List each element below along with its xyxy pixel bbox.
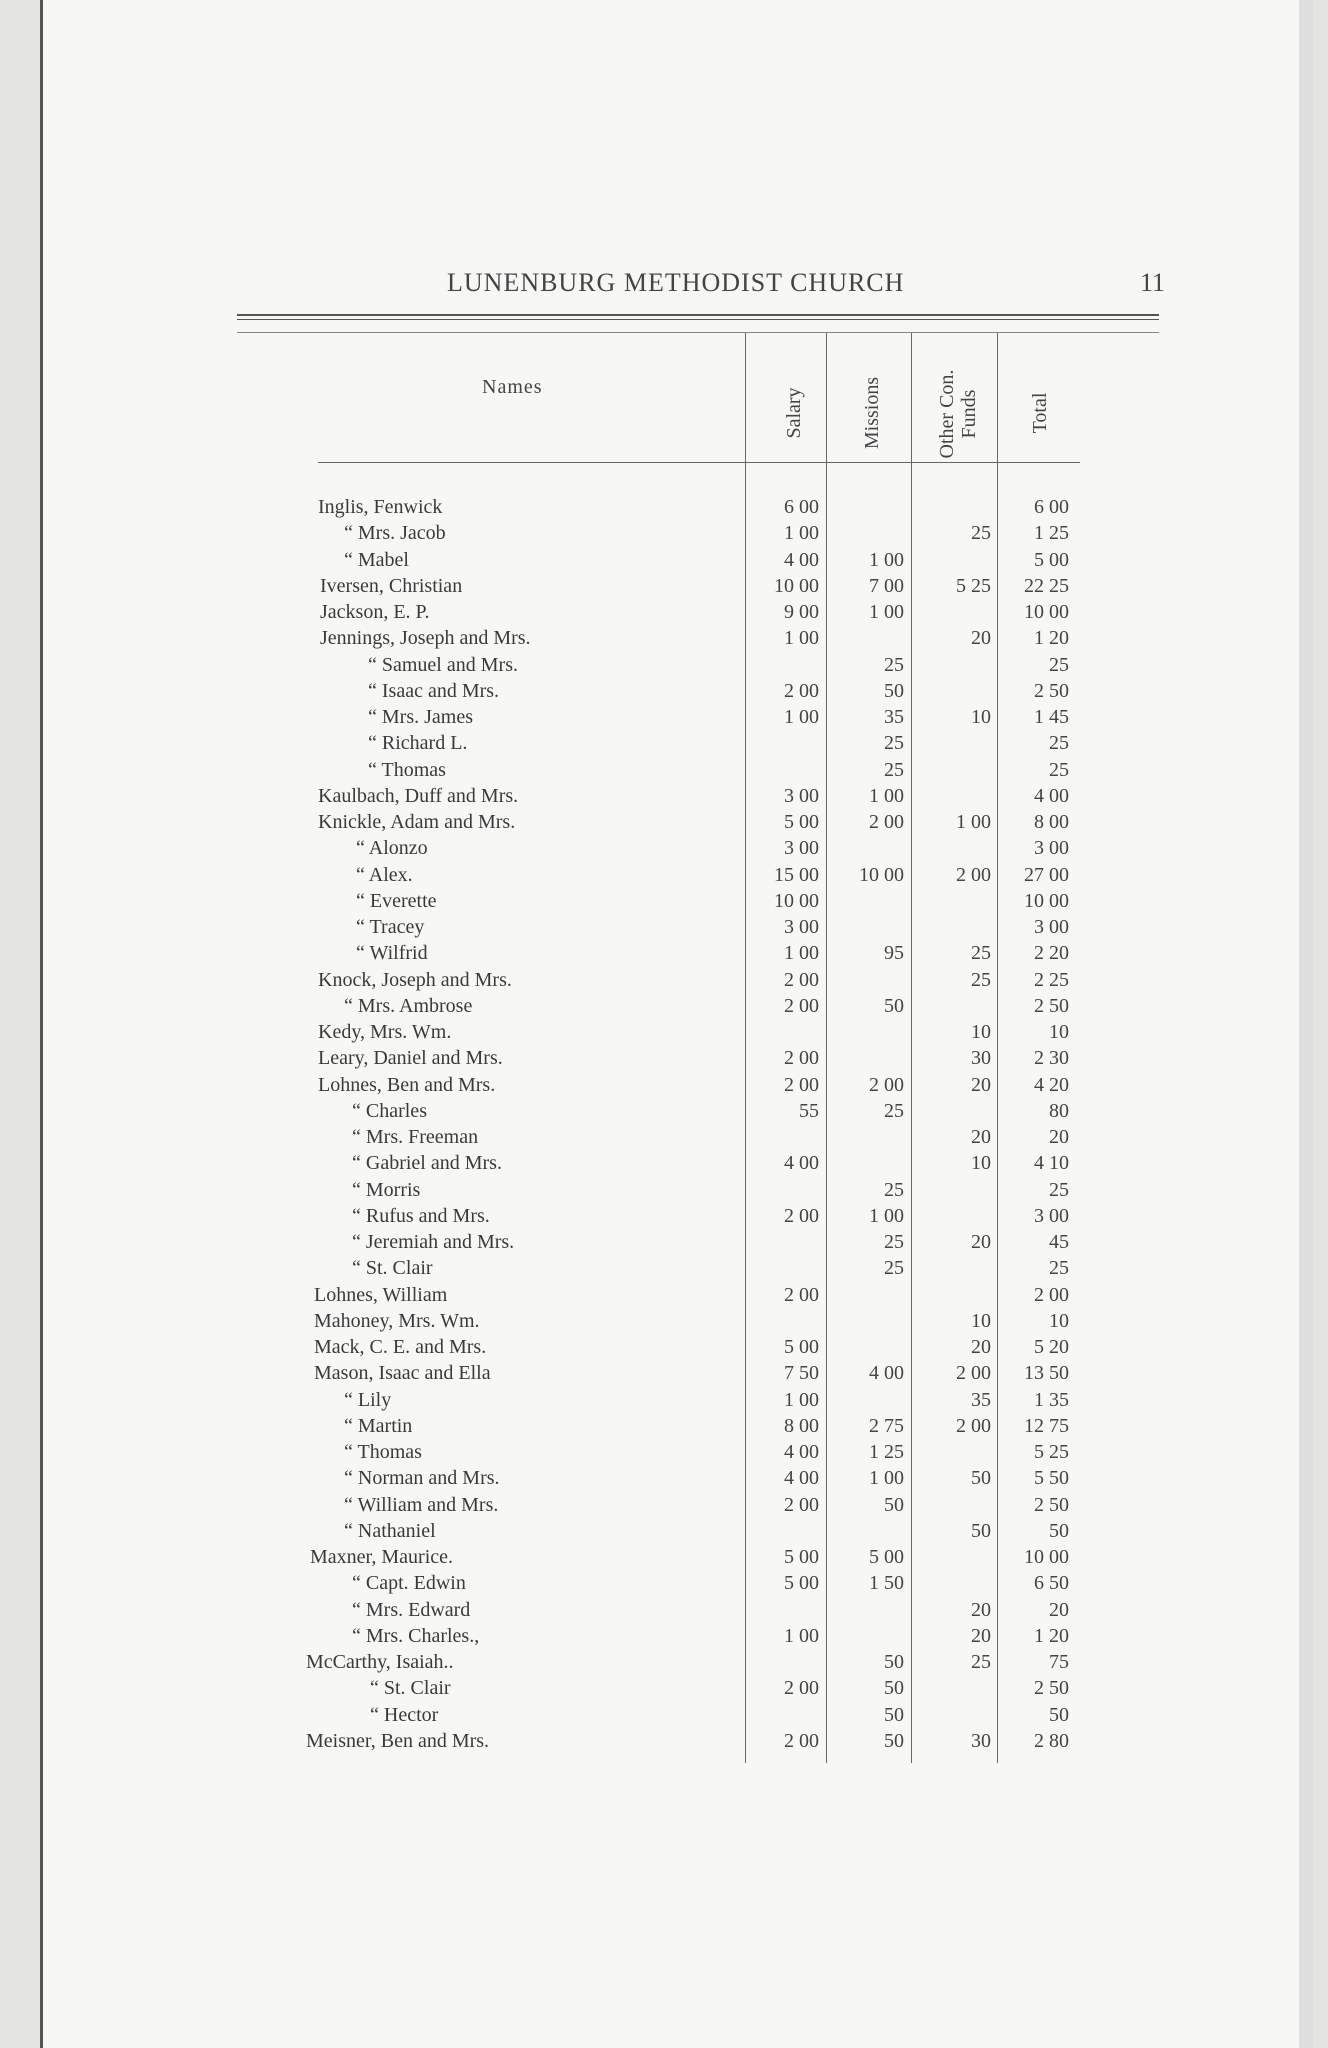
table-row [0,494,1328,520]
missions-cell: 2 00 [869,811,904,833]
salary-cell: 2 00 [784,1283,819,1306]
other-funds-cell: 10 [971,1152,991,1175]
row-name: Lohnes, William [314,1283,448,1306]
row-name: “ Mabel [344,548,409,571]
row-name: Lohnes, Ben and Mrs. [318,1073,496,1096]
row-name: Knock, Joseph and Mrs. [318,968,512,991]
salary-cell: 55 [799,1099,819,1122]
table-row [0,1702,1328,1728]
table-row [0,1492,1328,1518]
row-name: Kaulbach, Duff and Mrs. [318,784,519,807]
row-name: Iversen, Christian [320,574,463,597]
other-funds-cell: 20 [971,627,991,650]
row-name: “ Mrs. Charles., [352,1624,480,1647]
row-name: Meisner, Ben and Mrs. [306,1729,490,1752]
table-row [0,1544,1328,1570]
other-funds-cell: 2 00 [956,863,991,886]
missions-cell: 5 00 [869,1546,904,1568]
header-rule-top [237,314,1159,316]
other-funds-cell: 10 [971,1021,991,1043]
total-cell: 25 [1049,758,1069,781]
salary-cell: 4 00 [784,548,819,571]
missions-cell: 1 50 [869,1572,904,1595]
table-row [0,573,1328,599]
header-underline [318,462,1080,463]
table-row [0,1334,1328,1360]
other-funds-cell: 50 [971,1519,991,1542]
table-row [0,809,1328,835]
salary-cell: 2 00 [784,968,819,991]
row-name: Leary, Daniel and Mrs. [318,1047,503,1070]
row-name: “ Alex. [356,863,413,886]
total-cell: 20 [1049,1126,1069,1148]
total-cell: 2 00 [1034,1283,1069,1306]
row-name: “ Thomas [344,1441,422,1463]
row-name: “ Richard L. [368,732,468,755]
table-row [0,1597,1328,1623]
row-name: Inglis, Fenwick [318,496,443,518]
other-funds-cell: 20 [971,1231,991,1253]
table-row [0,1282,1328,1308]
row-name: Kedy, Mrs. Wm. [318,1021,452,1043]
row-name: Jennings, Joseph and Mrs. [320,627,531,650]
total-cell: 10 00 [1024,601,1069,623]
other-funds-cell: 2 00 [956,1414,991,1437]
missions-cell: 50 [884,1493,904,1516]
total-cell: 2 50 [1034,679,1069,702]
total-cell: 6 00 [1034,496,1069,518]
ledger-rows [0,494,1328,1754]
salary-cell: 3 00 [784,916,819,938]
table-row [0,940,1328,966]
missions-cell: 50 [884,1729,904,1752]
salary-cell: 3 00 [784,784,819,807]
salary-cell: 5 00 [784,1572,819,1595]
missions-cell: 95 [884,942,904,965]
missions-cell: 1 25 [869,1441,904,1463]
table-row [0,1360,1328,1386]
salary-cell: 10 00 [774,889,819,912]
row-name: “ Gabriel and Mrs. [352,1152,502,1175]
salary-cell: 7 50 [784,1362,819,1385]
total-cell: 1 25 [1034,522,1069,545]
table-row [0,1150,1328,1176]
table-row [0,1177,1328,1203]
missions-cell: 25 [884,732,904,755]
total-cell: 80 [1049,1099,1069,1122]
salary-cell: 2 00 [784,1047,819,1070]
missions-cell: 35 [884,706,904,728]
missions-cell: 50 [884,1651,904,1673]
other-funds-cell: 20 [971,1336,991,1358]
row-name: “ St. Clair [370,1677,451,1700]
column-header-names: Names [482,376,543,398]
table-row [0,1649,1328,1675]
salary-cell: 2 00 [784,994,819,1017]
other-funds-cell: 35 [971,1388,991,1411]
table-row [0,1203,1328,1229]
missions-cell: 2 00 [869,1073,904,1096]
row-name: “ St. Clair [352,1257,433,1280]
total-cell: 10 00 [1024,1546,1069,1568]
salary-cell: 2 00 [784,1493,819,1516]
total-cell: 10 [1049,1021,1069,1043]
table-row [0,1465,1328,1491]
missions-cell: 25 [884,1178,904,1201]
row-name: Mason, Isaac and Ella [314,1362,491,1385]
other-funds-cell: 25 [971,942,991,965]
salary-cell: 15 00 [774,863,819,886]
row-name: “ Mrs. Ambrose [344,994,473,1017]
table-row [0,1675,1328,1701]
other-funds-cell: 2 00 [956,1362,991,1385]
row-name: “ Mrs. James [368,706,473,728]
table-row [0,967,1328,993]
table-row [0,520,1328,546]
total-cell: 1 20 [1034,627,1069,650]
total-cell: 12 75 [1024,1414,1069,1437]
table-row [0,993,1328,1019]
total-cell: 3 00 [1034,1204,1069,1227]
table-row [0,783,1328,809]
table-row [0,1308,1328,1334]
table-row [0,1413,1328,1439]
missions-cell: 50 [884,1677,904,1700]
salary-cell: 8 00 [784,1414,819,1437]
header-rule-bottom [237,332,1159,333]
total-cell: 20 [1049,1598,1069,1621]
salary-cell: 4 00 [784,1152,819,1175]
salary-cell: 4 00 [784,1467,819,1490]
salary-cell: 1 00 [784,1388,819,1411]
total-cell: 5 00 [1034,548,1069,571]
salary-cell: 6 00 [784,496,819,518]
missions-cell: 1 00 [869,1204,904,1227]
total-cell: 4 00 [1034,784,1069,807]
row-name: “ Mrs. Jacob [344,522,446,545]
other-funds-cell: 25 [971,968,991,991]
row-name: “ Rufus and Mrs. [352,1204,490,1227]
other-funds-cell: 10 [971,1309,991,1332]
missions-cell: 25 [884,1099,904,1122]
other-funds-cell: 25 [971,1651,991,1673]
row-name: “ Hector [370,1703,439,1726]
table-row [0,1045,1328,1071]
row-name: “ Morris [352,1178,421,1201]
salary-cell: 5 00 [784,811,819,833]
total-cell: 50 [1049,1703,1069,1726]
salary-cell: 9 00 [784,601,819,623]
row-name: “ Charles [352,1099,427,1122]
total-cell: 10 00 [1024,889,1069,912]
table-row [0,1518,1328,1544]
salary-cell: 2 00 [784,1729,819,1752]
salary-cell: 1 00 [784,706,819,728]
salary-cell: 1 00 [784,627,819,650]
total-cell: 5 25 [1034,1441,1069,1463]
total-cell: 25 [1049,1178,1069,1201]
missions-cell: 10 00 [859,863,904,886]
column-header-other-funds: Other Con. Funds [936,369,980,459]
table-row [0,862,1328,888]
missions-cell: 1 00 [869,601,904,623]
table-row [0,1098,1328,1124]
missions-cell: 2 75 [869,1414,904,1437]
row-name: “ Jeremiah and Mrs. [352,1231,515,1253]
other-funds-cell: 5 25 [956,574,991,597]
total-cell: 50 [1049,1519,1069,1542]
salary-cell: 2 00 [784,1204,819,1227]
row-name: “ Everette [356,889,437,912]
missions-cell: 50 [884,994,904,1017]
total-cell: 25 [1049,732,1069,755]
total-cell: 2 50 [1034,1493,1069,1516]
salary-cell: 5 00 [784,1546,819,1568]
other-funds-cell: 20 [971,1073,991,1096]
missions-cell: 1 00 [869,548,904,571]
total-cell: 13 50 [1024,1362,1069,1385]
other-funds-cell: 25 [971,522,991,545]
row-name: Maxner, Maurice. [310,1546,454,1568]
other-funds-cell: 30 [971,1729,991,1752]
missions-cell: 25 [884,758,904,781]
table-row [0,547,1328,573]
salary-cell: 5 00 [784,1336,819,1358]
row-name: “ Mrs. Freeman [352,1126,479,1148]
column-header-total: Total [1029,392,1051,434]
table-row [0,1019,1328,1045]
row-name: “ Tracey [356,916,425,938]
table-row [0,1623,1328,1649]
other-funds-cell: 1 00 [956,811,991,833]
other-funds-cell: 20 [971,1598,991,1621]
salary-cell: 1 00 [784,942,819,965]
row-name: Knickle, Adam and Mrs. [318,811,516,833]
page-number: 11 [1140,268,1166,297]
missions-cell: 25 [884,653,904,676]
total-cell: 27 00 [1024,863,1069,886]
row-name: “ Norman and Mrs. [344,1467,500,1490]
total-cell: 6 50 [1034,1572,1069,1595]
total-cell: 25 [1049,653,1069,676]
other-funds-cell: 20 [971,1624,991,1647]
total-cell: 4 10 [1034,1152,1069,1175]
row-name: “ Alonzo [356,837,428,860]
missions-cell: 1 00 [869,784,904,807]
header-rule-double [237,319,1159,320]
table-row [0,835,1328,861]
other-funds-cell: 30 [971,1047,991,1070]
missions-cell: 25 [884,1257,904,1280]
total-cell: 5 20 [1034,1336,1069,1358]
total-cell: 4 20 [1034,1073,1069,1096]
running-title: LUNENBURG METHODIST CHURCH [447,268,905,297]
missions-cell: 50 [884,679,904,702]
table-row [0,1255,1328,1281]
table-row [0,914,1328,940]
missions-cell: 25 [884,1231,904,1253]
total-cell: 2 25 [1034,968,1069,991]
total-cell: 2 50 [1034,994,1069,1017]
salary-cell: 4 00 [784,1441,819,1463]
row-name: “ Mrs. Edward [352,1598,471,1621]
column-header-salary: Salary [783,387,805,439]
salary-cell: 3 00 [784,837,819,860]
table-row [0,599,1328,625]
row-name: “ Thomas [368,758,446,781]
salary-cell: 10 00 [774,574,819,597]
row-name: “ Capt. Edwin [352,1572,466,1595]
row-name: “ William and Mrs. [344,1493,499,1516]
table-row [0,1387,1328,1413]
table-row [0,1570,1328,1596]
salary-cell: 2 00 [784,1073,819,1096]
table-row [0,730,1328,756]
salary-cell: 1 00 [784,1624,819,1647]
row-name: Mahoney, Mrs. Wm. [314,1309,480,1332]
table-row [0,1072,1328,1098]
missions-cell: 1 00 [869,1467,904,1490]
row-name: “ Samuel and Mrs. [368,653,518,676]
total-cell: 5 50 [1034,1467,1069,1490]
row-name: “ Nathaniel [344,1519,436,1542]
row-name: “ Isaac and Mrs. [368,679,500,702]
total-cell: 1 35 [1034,1388,1069,1411]
table-row [0,1728,1328,1754]
salary-cell: 1 00 [784,522,819,545]
table-row [0,888,1328,914]
table-row [0,757,1328,783]
column-header-missions: Missions [861,376,883,450]
table-row [0,625,1328,651]
total-cell: 2 50 [1034,1677,1069,1700]
other-funds-cell: 20 [971,1126,991,1148]
row-name: Jackson, E. P. [320,601,430,623]
missions-cell: 4 00 [869,1362,904,1385]
row-name: McCarthy, Isaiah.. [306,1651,454,1673]
other-funds-cell: 10 [971,706,991,728]
salary-cell: 2 00 [784,679,819,702]
total-cell: 3 00 [1034,837,1069,860]
total-cell: 1 20 [1034,1624,1069,1647]
table-row [0,1229,1328,1255]
total-cell: 10 [1049,1309,1069,1332]
total-cell: 3 00 [1034,916,1069,938]
total-cell: 2 20 [1034,942,1069,965]
table-row [0,1124,1328,1150]
row-name: “ Lily [344,1388,392,1411]
salary-cell: 2 00 [784,1677,819,1700]
total-cell: 45 [1049,1231,1069,1253]
total-cell: 2 80 [1034,1729,1069,1752]
missions-cell: 50 [884,1703,904,1726]
total-cell: 25 [1049,1257,1069,1280]
row-name: Mack, C. E. and Mrs. [314,1336,487,1358]
missions-cell: 7 00 [869,574,904,597]
row-name: “ Wilfrid [356,942,428,965]
total-cell: 1 45 [1034,706,1069,728]
table-row [0,704,1328,730]
total-cell: 2 30 [1034,1047,1069,1070]
row-name: “ Martin [344,1414,413,1437]
total-cell: 22 25 [1024,574,1069,597]
total-cell: 75 [1049,1651,1069,1673]
other-funds-cell: 50 [971,1467,991,1490]
table-row [0,678,1328,704]
table-row [0,652,1328,678]
total-cell: 8 00 [1034,811,1069,833]
table-row [0,1439,1328,1465]
